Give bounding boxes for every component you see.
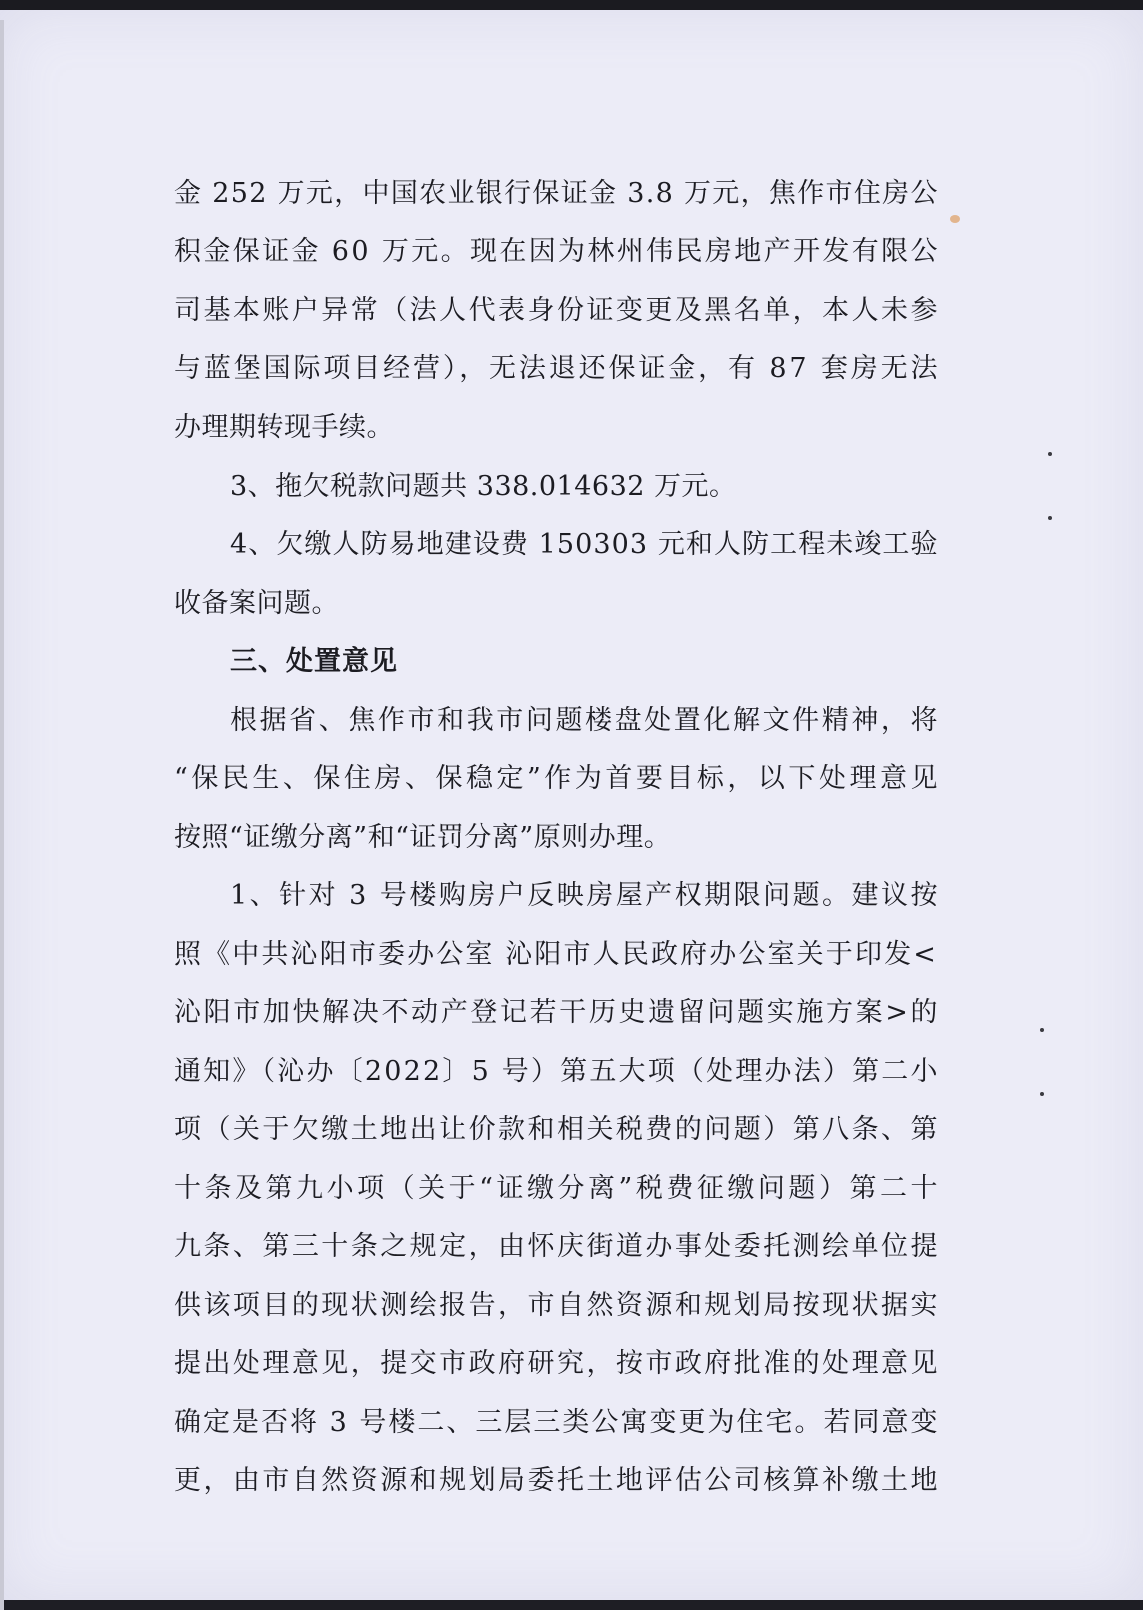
text-line: 收备案问题。 [174, 588, 339, 619]
document-page [0, 10, 1143, 1600]
text-line: 确定是否将 3 号楼二、三层三类公寓变更为住宅。若同意变 [174, 1407, 940, 1438]
text-line: 九条、第三十条之规定，由怀庆街道办事处委托测绘单位提 [174, 1231, 940, 1262]
text-line: 按照“证缴分离”和“证罚分离”原则办理。 [174, 822, 672, 853]
text-line: 3、拖欠税款问题共 338.014632 万元。 [230, 471, 737, 502]
text-line: 金 252 万元，中国农业银行保证金 3.8 万元，焦作市住房公 [174, 178, 939, 209]
text-line: 提出处理意见，提交市政府研究，按市政府批准的处理意见 [174, 1348, 940, 1379]
text-line: 1、针对 3 号楼购房户反映房屋产权期限问题。建议按 [230, 880, 940, 911]
scan-speck [1040, 1092, 1044, 1096]
scan-speck [1048, 516, 1052, 520]
text-line: 积金保证金 60 万元。现在因为林州伟民房地产开发有限公 [174, 236, 940, 267]
text-line: 照《中共沁阳市委办公室 沁阳市人民政府办公室关于印发< [174, 939, 938, 970]
text-line: 4、欠缴人防易地建设费 150303 元和人防工程未竣工验 [230, 529, 939, 560]
text-line: 项（关于欠缴土地出让价款和相关税费的问题）第八条、第 [174, 1114, 940, 1145]
section-heading: 三、处置意见 [230, 646, 398, 677]
text-line: 通知》（沁办〔2022〕5 号）第五大项（处理办法）第二小 [174, 1056, 940, 1087]
scan-smudge [950, 215, 960, 223]
text-line: 司基本账户异常（法人代表身份证变更及黑名单，本人未参 [174, 295, 940, 326]
text-line: 根据省、焦作市和我市问题楼盘处置化解文件精神，将 [230, 705, 941, 736]
text-line: 更，由市自然资源和规划局委托土地评估公司核算补缴土地 [174, 1465, 940, 1496]
text-line: 供该项目的现状测绘报告，市自然资源和规划局按现状据实 [174, 1290, 940, 1321]
scan-speck [1048, 452, 1052, 456]
text-line: 沁阳市加快解决不动产登记若干历史遗留问题实施方案>的 [174, 997, 941, 1028]
text-line: 十条及第九小项（关于“证缴分离”税费征缴问题）第二十 [174, 1173, 942, 1204]
text-line: 办理期转现手续。 [174, 412, 394, 443]
scan-top-border [0, 0, 1143, 10]
text-line: “保民生、保住房、保稳定”作为首要目标，以下处理意见 [174, 763, 942, 794]
text-line: 与蓝堡国际项目经营），无法退还保证金，有 87 套房无法 [174, 353, 941, 384]
scan-speck [1040, 1028, 1044, 1032]
